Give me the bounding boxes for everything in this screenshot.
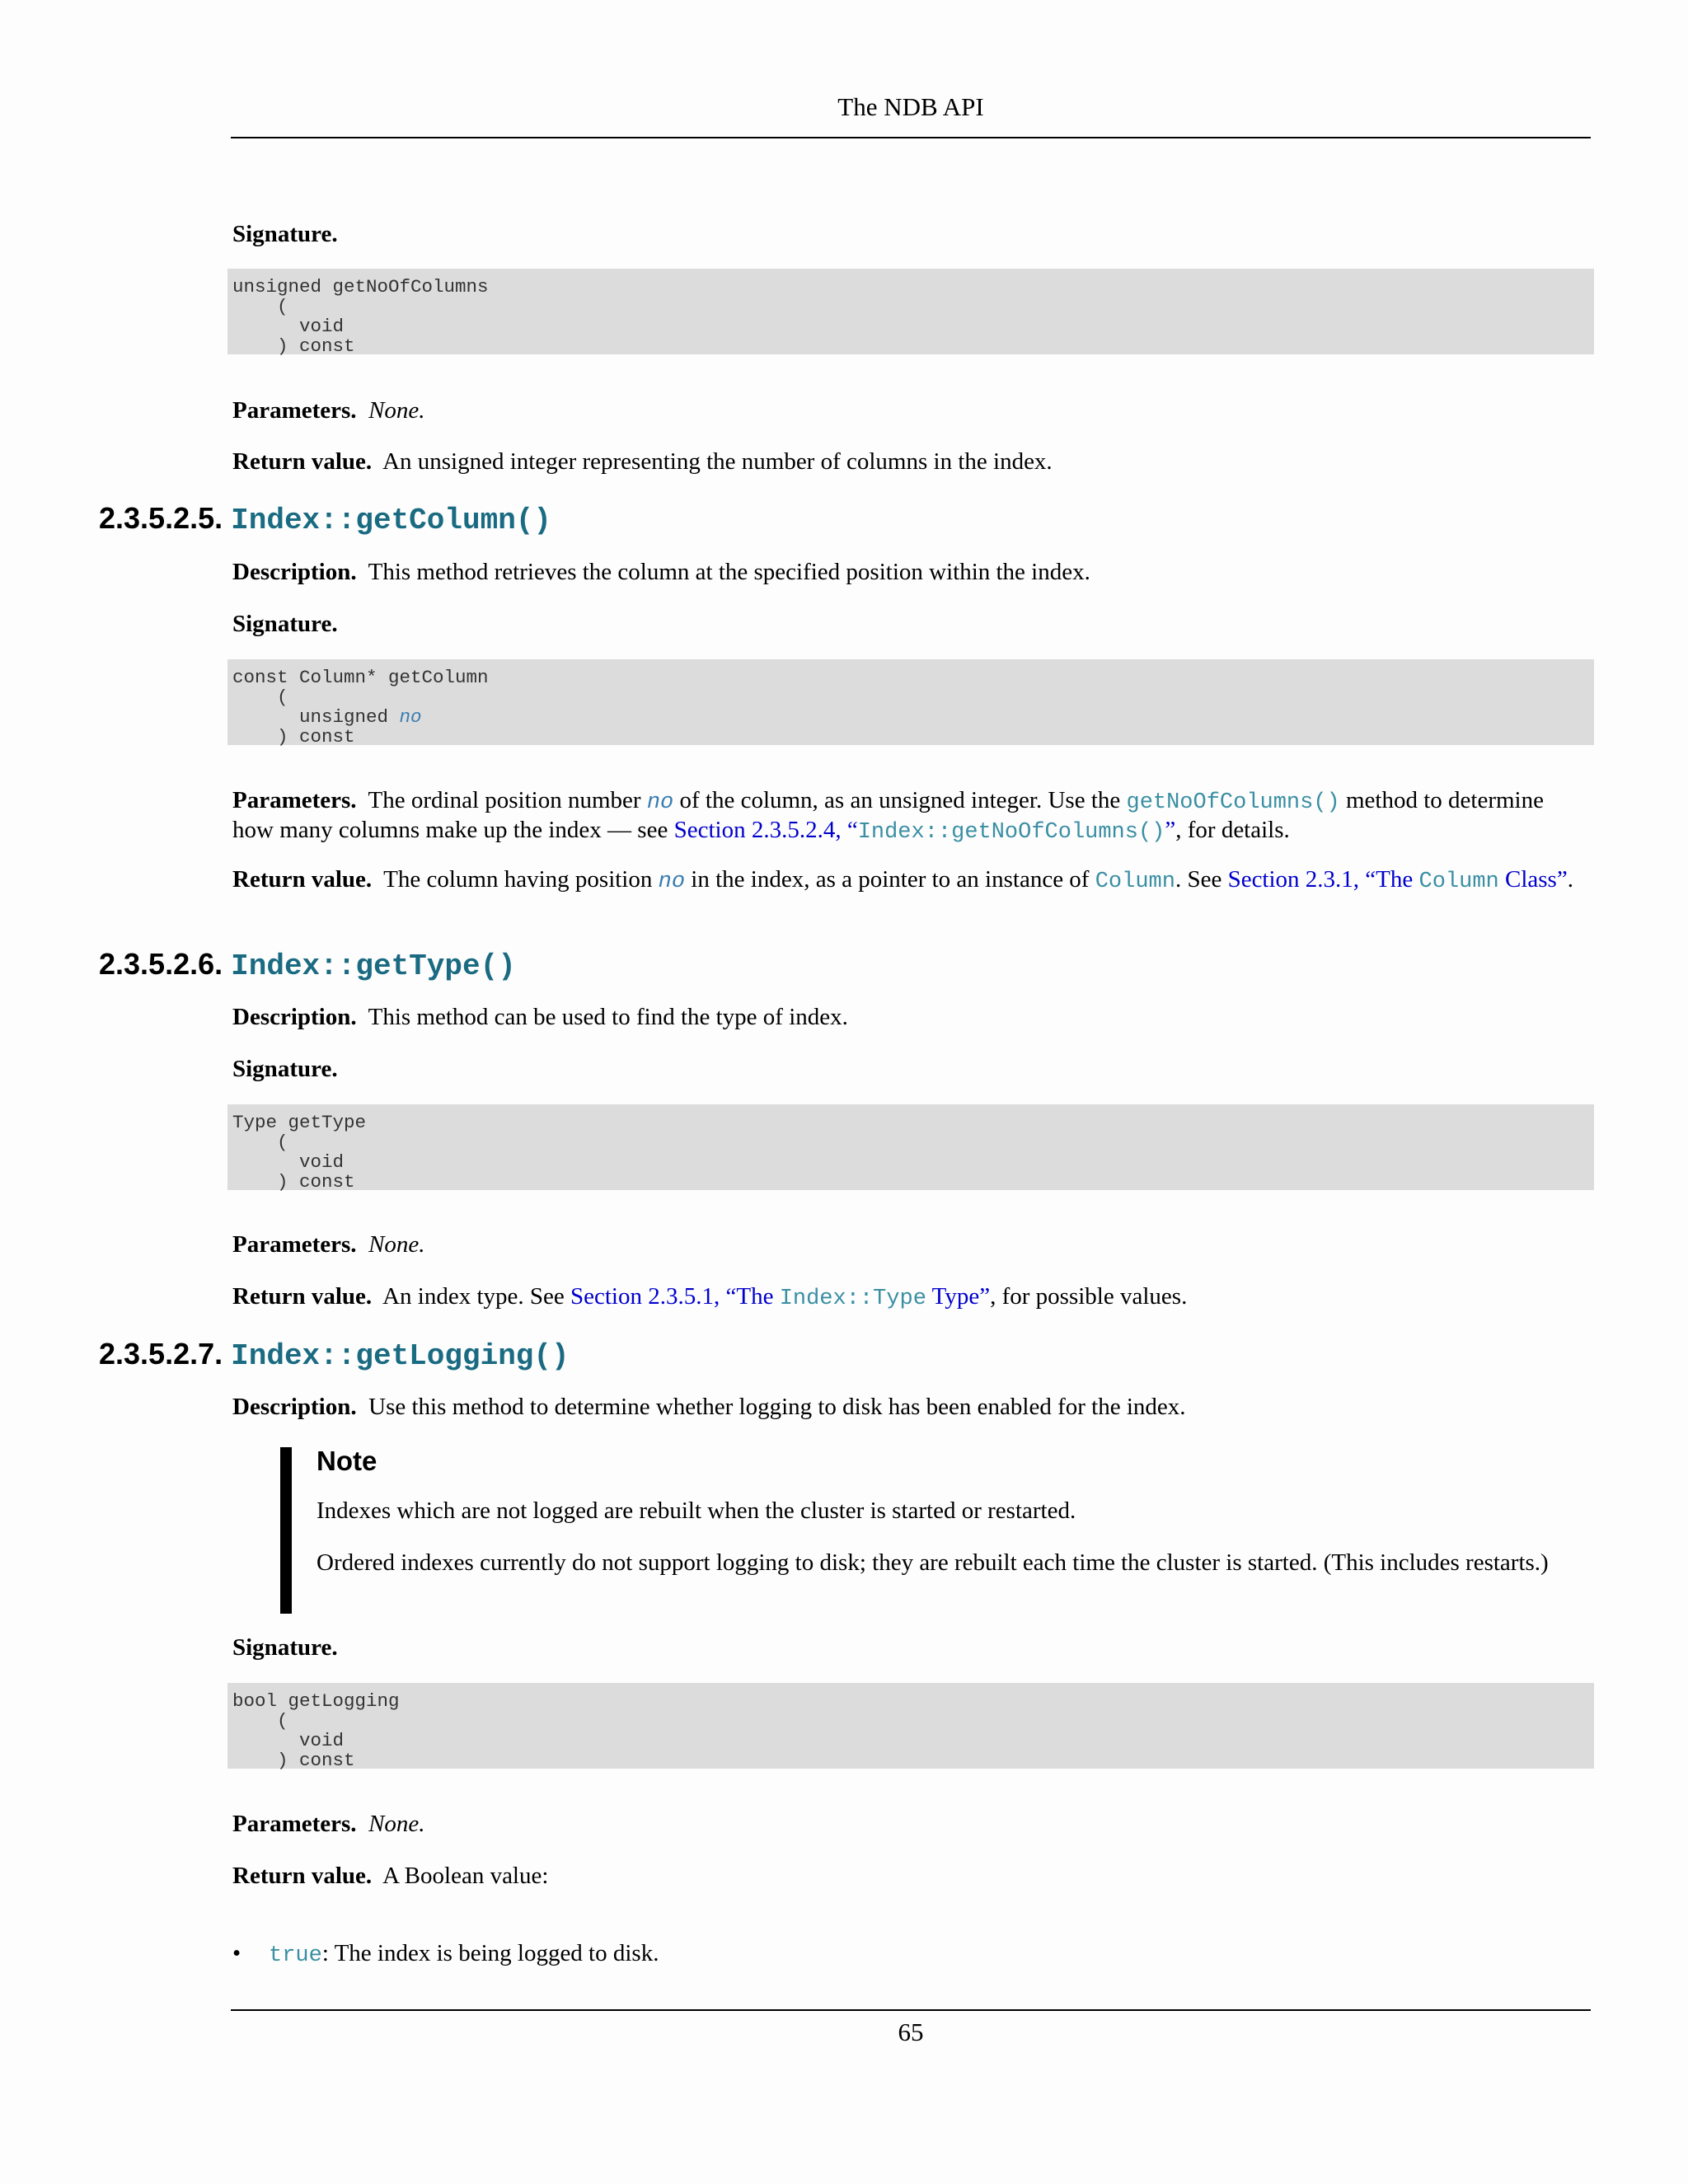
note-title: Note — [316, 1446, 377, 1476]
description-paragraph: Description. This method retrieves the column at the specified position within the index. — [232, 559, 1090, 585]
signature-label: Signature. — [232, 1056, 338, 1082]
return-value-paragraph: Return value. An index type. See Section 2.3.5.1, “The Index::Type Type”, for possible values. — [232, 1283, 1188, 1311]
bullet-icon: • — [232, 1940, 241, 1966]
page-header: The NDB API — [837, 92, 984, 121]
signature-code-getcolumn: const Column* getColumn ( unsigned no ) const — [227, 659, 1594, 745]
parameters-paragraph: Parameters. None. — [232, 1231, 425, 1258]
signature-code-getnoofcolumns: unsigned getNoOfColumns ( void ) const — [227, 269, 1594, 354]
section-heading-gettype: 2.3.5.2.6. Index::getType() — [99, 947, 516, 983]
signature-label: Signature. — [232, 221, 338, 247]
note-paragraph: Ordered indexes currently do not support logging to disk; they are rebuilt each time the cluster is started. (This includes restarts.) — [316, 1549, 1549, 1576]
parameters-paragraph: Parameters. None. — [232, 1811, 425, 1837]
header-rule — [231, 137, 1591, 138]
note-paragraph: Indexes which are not logged are rebuilt when the cluster is started or restarted. — [316, 1497, 1076, 1524]
list-item: • true: The index is being logged to disk. — [232, 1940, 659, 1968]
footer-rule — [231, 2009, 1591, 2011]
return-value-paragraph: Return value. The column having position no in the index, as a pointer to an instance of Column. See Section 2.3.1, “The Column Class”. — [232, 866, 1573, 894]
description-paragraph: Description. This method can be used to find the type of index. — [232, 1004, 848, 1030]
description-paragraph: Description. Use this method to determine whether logging to disk has been enabled for the index. — [232, 1394, 1186, 1420]
parameters-paragraph: Parameters. None. — [232, 397, 425, 424]
xref-link-getnoofcolumns[interactable]: Section 2.3.5.2.4, “Index::getNoOfColumns()” — [673, 817, 1176, 845]
return-value-paragraph: Return value. A Boolean value: — [232, 1863, 549, 1889]
signature-code-gettype: Type getType ( void ) const — [227, 1104, 1594, 1190]
section-heading-getlogging: 2.3.5.2.7. Index::getLogging() — [99, 1337, 570, 1373]
inline-code-getnoofcolumns: getNoOfColumns() — [1126, 790, 1340, 815]
xref-link-index-type[interactable]: Section 2.3.5.1, “The Index::Type Type” — [570, 1283, 991, 1311]
return-value-paragraph: Return value. An unsigned integer representing the number of columns in the index. — [232, 448, 1053, 475]
parameters-paragraph: Parameters. The ordinal position number no of the column, as an unsigned integer. Use the getNoOfColumns() method to determine how many columns make up the index — see Section 2.3.5.2.4, “Index::getNoOfColumns()”, for details. — [232, 787, 1544, 845]
signature-label: Signature. — [232, 611, 338, 637]
section-heading-getcolumn: 2.3.5.2.5. Index::getColumn() — [99, 501, 552, 537]
page-number: 65 — [898, 2018, 924, 2046]
signature-label: Signature. — [232, 1634, 338, 1661]
signature-code-getlogging: bool getLogging ( void ) const — [227, 1683, 1594, 1769]
xref-link-column-class[interactable]: Section 2.3.1, “The Column Class” — [1227, 866, 1568, 894]
note-box — [280, 1447, 1566, 1614]
